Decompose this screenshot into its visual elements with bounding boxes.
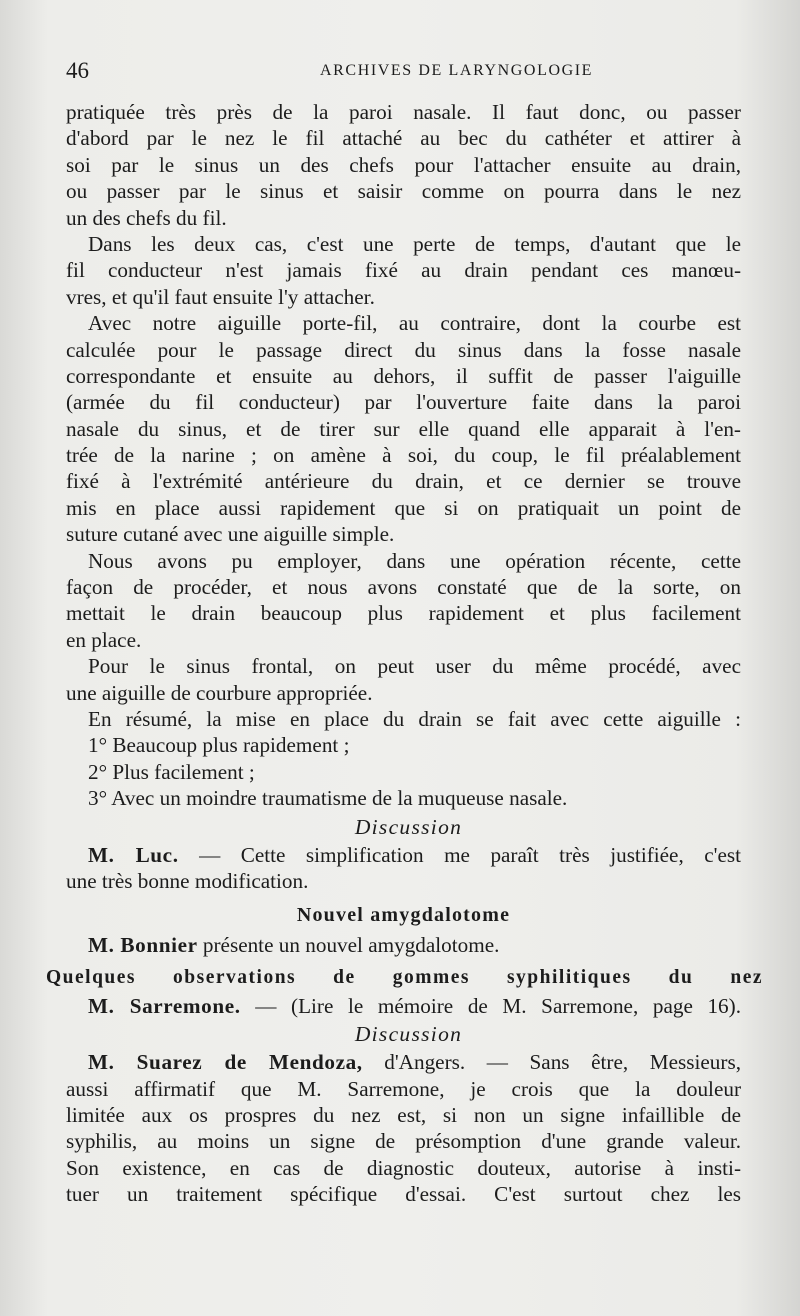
text-line: mettait le drain beaucoup plus rapidement et plus facilement: [66, 601, 741, 626]
text-line: nasale du sinus, et de tirer sur elle quand elle apparait à l'en-: [66, 416, 741, 441]
text-line: [66, 993, 741, 1019]
paragraph: [66, 653, 741, 706]
text-line: Nous avons pu employer, dans une opération récente, cette: [88, 548, 741, 573]
page-number: 46: [66, 58, 89, 83]
text-line: façon de procéder, et nous avons constaté que de la sorte, on: [66, 575, 741, 600]
text-span: — (Lire le mémoire de M. Sarremone, page 16).: [240, 993, 741, 1018]
text-line: une très bonne modification.: [66, 868, 309, 893]
paragraph: [66, 1049, 741, 1207]
list-item: 1° Beaucoup plus rapidement ;: [88, 733, 350, 758]
text-span: d'Angers. — Sans être, Messieurs,: [362, 1050, 741, 1075]
paragraph: [66, 99, 741, 231]
section-heading: Nouvel amygdalotome: [296, 904, 511, 927]
running-title: ARCHIVES DE LARYNGOLOGIE: [320, 62, 594, 79]
paragraph: [66, 842, 741, 895]
text-line: En résumé, la mise en place du drain se fait avec cette aiguille :: [88, 706, 741, 731]
text-line: ou passer par le sinus et saisir comme on pourra dans le nez: [66, 179, 741, 204]
paragraph: [66, 993, 741, 1019]
text-line: mis en place aussi rapidement que si on pratiquait un point de: [66, 495, 741, 520]
text-span: présente un nouvel amygdalotome.: [197, 933, 500, 958]
text-line: [66, 932, 741, 958]
text-line: Son existence, en cas de diagnostic douteux, autorise à insti-: [66, 1155, 741, 1180]
page-header: [62, 58, 762, 88]
text-line: fixé à l'extrémité antérieure du drain, et ce dernier se trouve: [66, 469, 741, 494]
text-line: Dans les deux cas, c'est une perte de temps, d'autant que le: [88, 231, 741, 256]
text-line: Pour le sinus frontal, on peut user du même procédé, avec: [88, 654, 741, 679]
text-line: aussi affirmatif que M. Sarremone, je crois que la douleur: [66, 1076, 741, 1101]
text-line: pratiquée très près de la paroi nasale. Il faut donc, ou passer: [66, 100, 741, 124]
numbered-list: [66, 732, 741, 811]
text-line: correspondante et ensuite au dehors, il suffit de passer l'aiguille: [66, 363, 741, 388]
discussion-heading: Discussion: [354, 1022, 463, 1047]
text-line: (armée du fil conducteur) par l'ouverture faite dans la paroi: [66, 390, 741, 415]
paragraph: [66, 310, 741, 548]
text-line: tuer un traitement spécifique d'essai. C'est surtout chez les: [66, 1182, 741, 1207]
text-line: d'abord par le nez le fil attaché au bec du cathéter et attirer à: [66, 126, 741, 151]
text-line: Avec notre aiguille porte-fil, au contraire, dont la courbe est: [88, 311, 741, 336]
text-line: [66, 1049, 741, 1075]
speaker-name: M. Bonnier: [88, 933, 198, 958]
text-line: un des chefs du fil.: [66, 205, 227, 230]
text-line: soi par le sinus un des chefs pour l'attacher ensuite au drain,: [66, 152, 741, 177]
text-line: en place.: [66, 627, 142, 652]
paragraph: [66, 231, 741, 310]
text-line: syphilis, au moins un signe de présomption d'une grande valeur.: [66, 1129, 741, 1154]
list-item: 3° Avec un moindre traumatisme de la muqueuse nasale.: [88, 786, 568, 811]
text-line: [66, 842, 741, 868]
discussion-heading: Discussion: [354, 814, 463, 839]
text-line: limitée aux os prospres du nez est, si non un signe infaillible de: [66, 1102, 741, 1127]
speaker-name: M. Suarez de Mendoza,: [88, 1050, 363, 1075]
text-line: trée de la narine ; on amène à soi, du coup, le fil préalablement: [66, 443, 741, 468]
speaker-name: M. Luc.: [88, 842, 179, 867]
paragraph: [66, 548, 741, 654]
speaker-name: M. Sarremone.: [88, 993, 241, 1018]
text-line: vres, et qu'il faut ensuite l'y attacher.: [66, 284, 375, 309]
text-line: une aiguille de courbure appropriée.: [66, 680, 373, 705]
text-span: — Cette simplification me paraît très justifiée, c'est: [178, 842, 741, 867]
text-line: calculée pour le passage direct du sinus dans la fosse nasale: [66, 337, 741, 362]
paragraph: [66, 932, 741, 958]
page-body: [46, 99, 763, 1207]
list-item: 2° Plus facilement ;: [88, 759, 255, 784]
section-heading: Quelques observations de gommes syphilitiques du nez: [46, 966, 763, 988]
text-line: fil conducteur n'est jamais fixé au drain pendant ces manœu-: [66, 258, 741, 283]
text-line: suture cutané avec une aiguille simple.: [66, 522, 395, 547]
paragraph: [66, 706, 741, 732]
